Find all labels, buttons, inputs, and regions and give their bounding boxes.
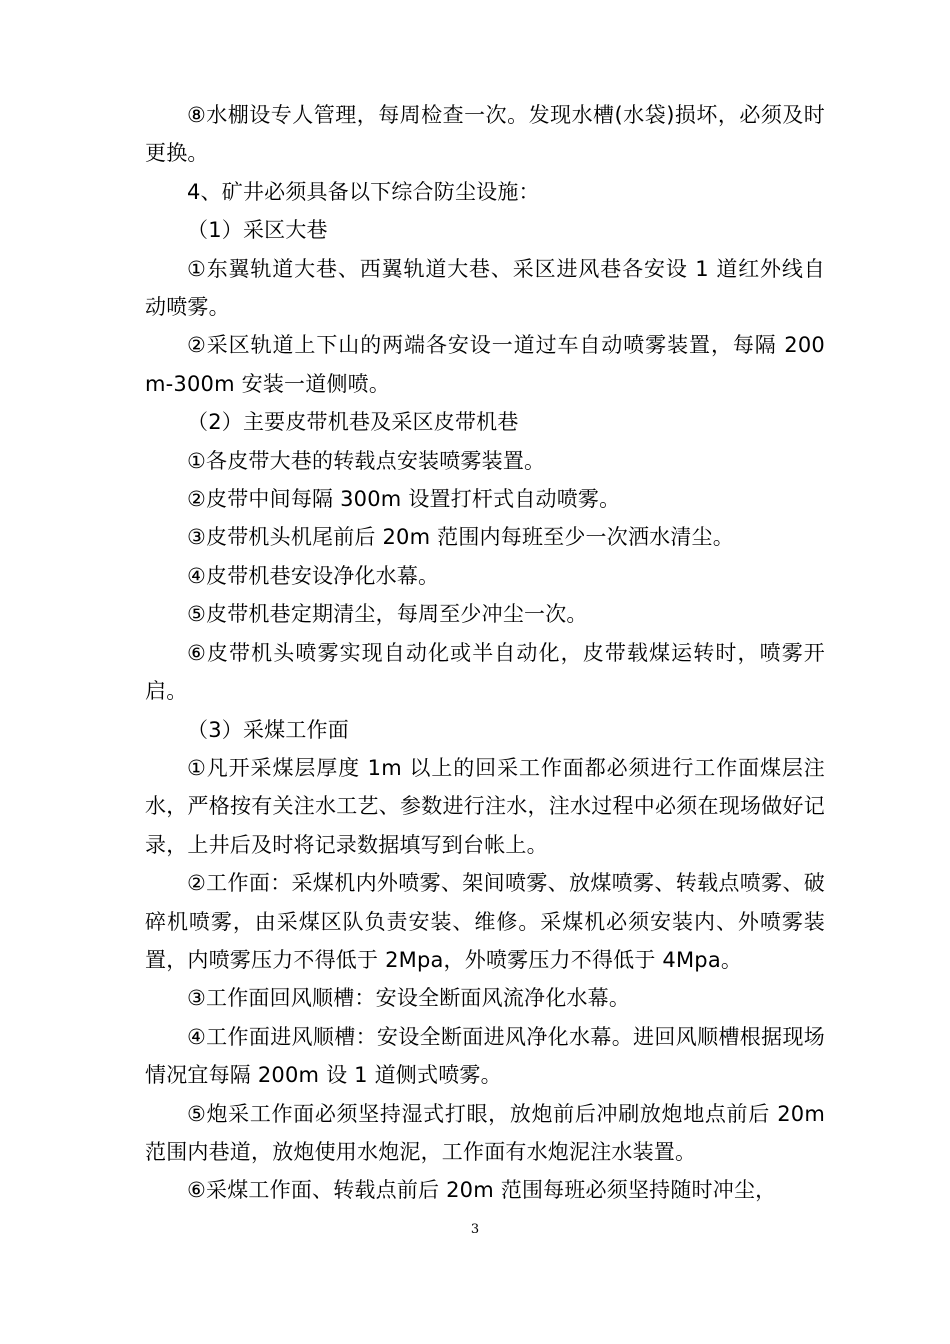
paragraph-belt-head-automation: ⑥皮带机头喷雾实现自动化或半自动化，皮带载煤运转时，喷雾开启。 [145, 640, 825, 704]
paragraph-working-face-spray: ②工作面：采煤机内外喷雾、架间喷雾、放煤喷雾、转载点喷雾、破碎机喷雾，由采煤区队负责安装、维修。采煤机必须安装内、外喷雾装置，内喷雾压力不得低于 2Mpa，外喷雾压力不得低于 4Mpa。 [145, 871, 825, 972]
subheading-mining-area-roadway: （1）采区大巷 [187, 218, 328, 243]
heading-dust-prevention-facilities: 4、矿井必须具备以下综合防尘设施： [187, 179, 540, 204]
paragraph-transfer-point-spray: ①各皮带大巷的转载点安装喷雾装置。 [187, 448, 546, 473]
paragraph-belt-head-cleaning: ③皮带机头机尾前后 20m 范围内每班至少一次洒水清尘。 [187, 525, 734, 550]
paragraph-return-airway: ③工作面回风顺槽：安设全断面风流净化水幕。 [187, 986, 631, 1011]
paragraph-rod-spray: ②皮带中间每隔 300m 设置打杆式自动喷雾。 [187, 487, 621, 512]
paragraph-wet-drilling: ⑤炮采工作面必须坚持湿式打眼，放炮前后冲刷放炮地点前后 20m 范围内巷道，放炮使用水炮泥，工作面有水炮泥注水装置。 [145, 1101, 825, 1164]
paragraph-face-dust-flushing: ⑥采煤工作面、转载点前后 20m 范围每班必须坚持随时冲尘， [187, 1178, 777, 1203]
paragraph-periodic-cleaning: ⑤皮带机巷定期清尘，每周至少冲尘一次。 [187, 602, 588, 627]
paragraph-seam-water-injection: ①凡开采煤层厚度 1m 以上的回采工作面都必须进行工作面煤层注水，严格按有关注水工艺、参数进行注水，注水过程中必须在现场做好记录，上井后及时将记录数据填写到台帐上。 [145, 755, 825, 857]
paragraph-water-shed-management: ⑧水棚设专人管理，每周检查一次。发现水槽(水袋)损坏，必须及时更换。 [145, 103, 825, 166]
subheading-coal-mining-face: （3）采煤工作面 [187, 717, 349, 742]
paragraph-intake-airway: ④工作面进风顺槽：安设全断面进风净化水幕。进回风顺槽根据现场情况宜每隔 200m 设 1 道侧式喷雾。 [145, 1024, 825, 1088]
paragraph-infrared-spray: ①东翼轨道大巷、西翼轨道大巷、采区进风巷各安设 1 道红外线自动喷雾。 [145, 256, 825, 320]
paragraph-vehicle-spray: ②采区轨道上下山的两端各安设一道过车自动喷雾装置，每隔 200m-300m 安装一道侧喷。 [145, 333, 825, 396]
document-body [145, 96, 825, 1210]
subheading-belt-conveyor-roadway: （2）主要皮带机巷及采区皮带机巷 [187, 410, 519, 435]
page-number: 3 [470, 1222, 480, 1237]
paragraph-water-curtain: ④皮带机巷安设净化水幕。 [187, 563, 440, 588]
